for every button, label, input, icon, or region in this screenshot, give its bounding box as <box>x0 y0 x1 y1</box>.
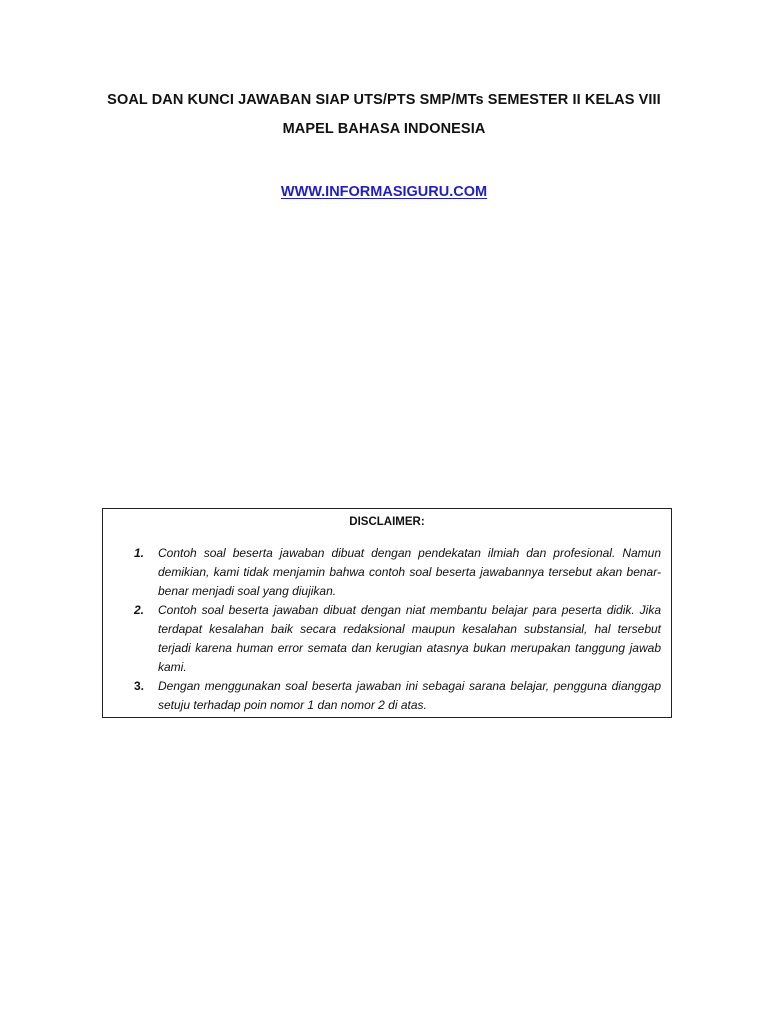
disclaimer-heading: DISCLAIMER: <box>349 516 425 528</box>
disclaimer-box <box>102 508 672 718</box>
disclaimer-item-text: Dengan menggunakan soal beserta jawaban ini sebagai sarana belajar, pengguna dianggap setuju terhadap poin nomor 1 dan nomor 2 di atas. <box>158 679 661 712</box>
website-link[interactable]: WWW.INFORMASIGURU.COM <box>280 184 488 200</box>
document-title: SOAL DAN KUNCI JAWABAN SIAP UTS/PTS SMP/MTs SEMESTER II KELAS VIII <box>107 92 661 108</box>
website-line <box>0 184 768 200</box>
disclaimer-item <box>103 544 671 601</box>
disclaimer-item-number: 3. <box>134 679 145 693</box>
disclaimer-item-number: 2. <box>134 603 145 617</box>
disclaimer-item-text: Contoh soal beserta jawaban dibuat dengan niat membantu belajar para peserta didik. Jika terdapat kesalahan baik secara redaksional maupun kesalahan substansial, hal tersebut terjadi karena human error semata dan kerugian atasnya bukan merupakan tanggung jawab kami. <box>158 603 661 674</box>
disclaimer-item-text: Contoh soal beserta jawaban dibuat dengan pendekatan ilmiah dan profesional. Namun demikian, kami tidak menjamin bahwa contoh soal beserta jawabannya tersebut akan benar-benar menjadi soal yang diujikan. <box>158 546 661 598</box>
document-subtitle: MAPEL BAHASA INDONESIA <box>282 121 486 137</box>
disclaimer-item <box>103 677 671 715</box>
disclaimer-list <box>103 544 671 715</box>
disclaimer-item <box>103 601 671 677</box>
disclaimer-item-number: 1. <box>134 546 145 560</box>
